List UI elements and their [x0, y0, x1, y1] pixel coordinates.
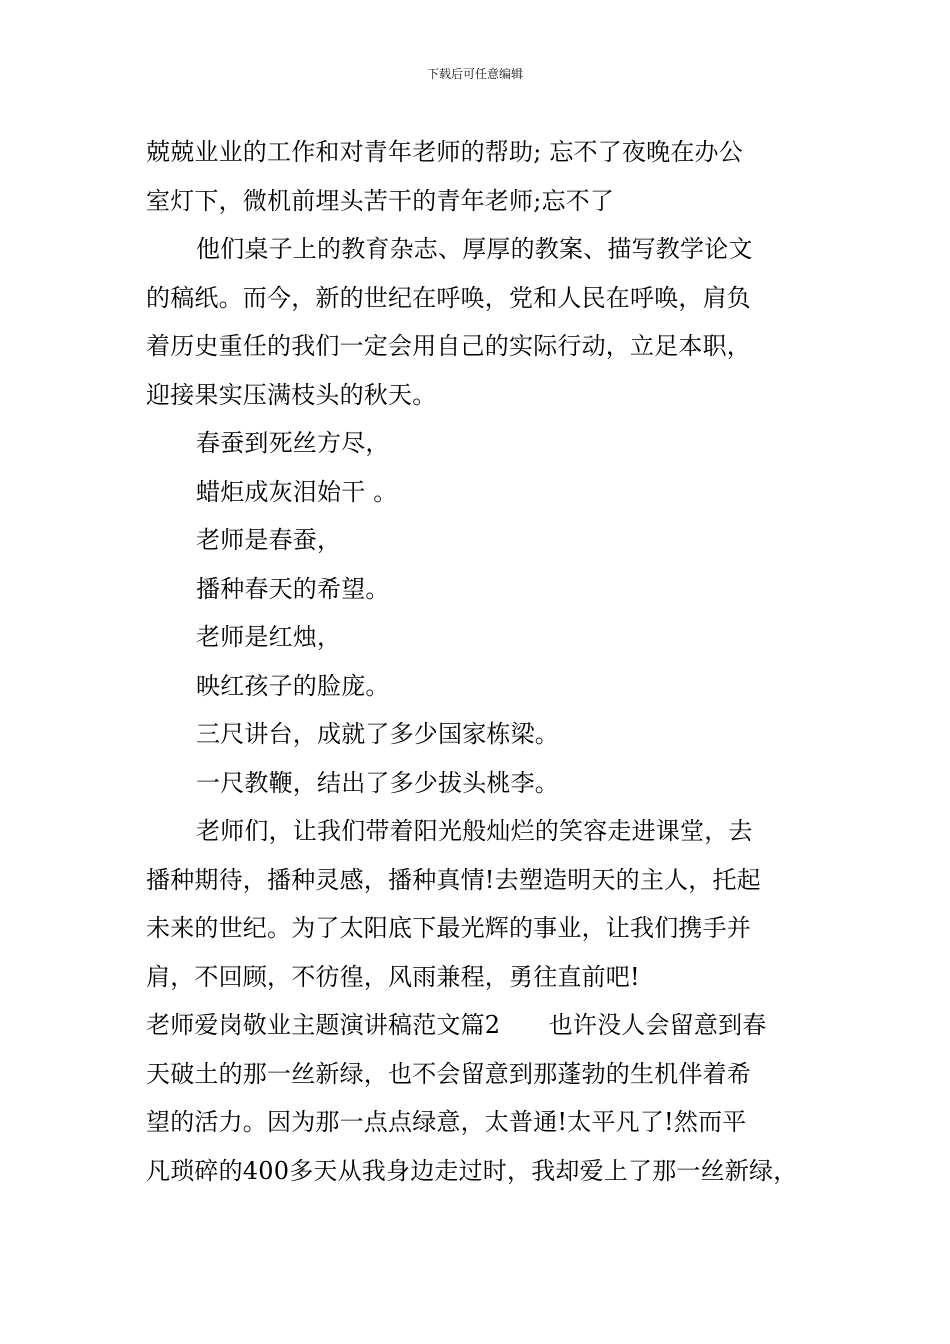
section-title-line: 老师爱岗敬业主题演讲稿范文篇2 也许没人会留意到春: [146, 1011, 767, 1039]
page-header: 下载后可任意编辑: [426, 67, 523, 81]
poem-line-5: 老师是红烛，: [196, 623, 342, 651]
text-line-21: 望的活力。因为那一点点绿意，太普通!太平凡了!然而平: [146, 1108, 747, 1136]
text-line-16: 播种期待，播种灵感，播种真情!去塑造明天的主人，托起: [146, 865, 761, 894]
poem-line-7: 三尺讲台，成就了多少国家栋梁。: [196, 720, 559, 748]
text-line-1: 兢兢业业的工作和对青年老师的帮助; 忘不了夜晚在办公: [146, 138, 743, 166]
poem-line-6: 映红孩子的脸庞。: [196, 671, 390, 700]
text-line-2: 室灯下，微机前埋头苦干的青年老师;忘不了: [146, 186, 615, 215]
text-line-4: 的稿纸。而今，新的世纪在呼唤，党和人民在呼唤，肩负: [146, 283, 751, 312]
text-line-15: 老师们，让我们带着阳光般灿烂的笑容走进课堂，去: [196, 817, 753, 845]
text-line-22: 凡琐碎的400多天从我身边走过时，我却爱上了那一丝新绿，: [146, 1156, 798, 1185]
poem-line-3: 老师是春蚕，: [196, 526, 342, 554]
poem-line-8: 一尺教鞭，结出了多少拔头桃李。: [196, 768, 559, 797]
text-line-6: 迎接果实压满枝头的秋天。: [146, 380, 437, 409]
poem-line-2: 蜡炬成灰泪始干 。: [196, 477, 398, 506]
text-line-18: 肩，不回顾，不彷徨，风雨兼程，勇往直前吧!: [146, 962, 640, 991]
text-line-20: 天破土的那一丝新绿，也不会留意到那蓬勃的生机伴着希: [146, 1059, 751, 1088]
document-body: [146, 128, 826, 1195]
text-line-3: 他们桌子上的教育杂志、厚厚的教案、描写教学论文: [196, 235, 753, 263]
poem-line-1: 春蚕到死丝方尽，: [196, 429, 390, 457]
text-line-17: 未来的世纪。为了太阳底下最光辉的事业，让我们携手并: [146, 914, 751, 942]
text-line-5: 着历史重任的我们一定会用自己的实际行动，立足本职，: [146, 332, 751, 360]
poem-line-4: 播种春天的希望。: [196, 574, 390, 603]
